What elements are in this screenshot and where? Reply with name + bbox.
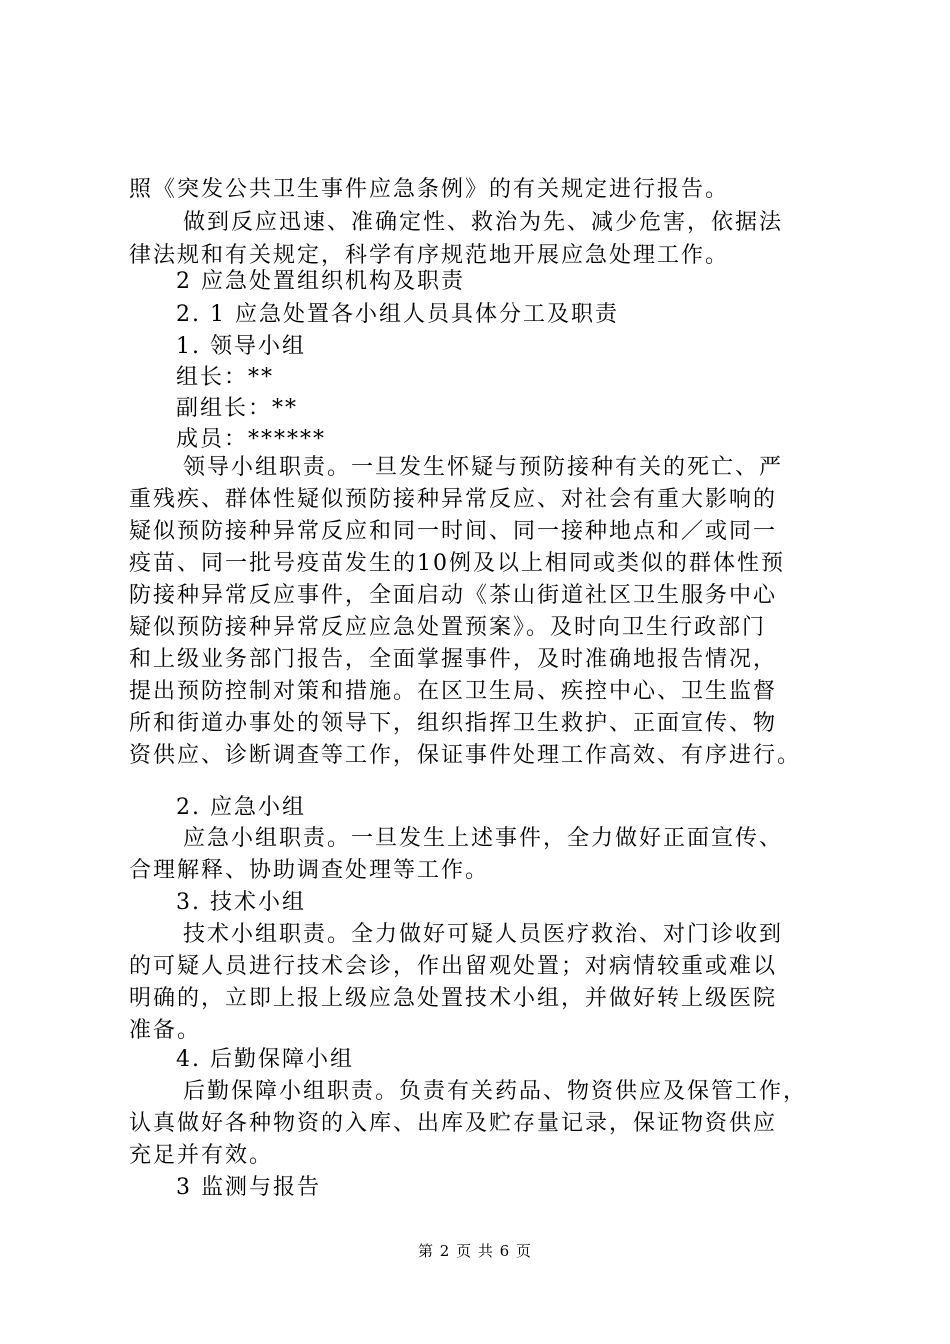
text-line: 技术小组职责。全力做好可疑人员医疗救治、对门诊收到 bbox=[183, 922, 784, 947]
text-line: 组长：** bbox=[176, 365, 275, 390]
text-line: 疫苗、同一批号疫苗发生的10例及以上相同或类似的群体性预 bbox=[129, 551, 785, 576]
text-line: 疑似预防接种异常反应应急处置预案》。及时向卫生行政部门 bbox=[129, 615, 767, 640]
page-footer: 第 2 页 共 6 页 bbox=[418, 1242, 532, 1260]
text-line: 领导小组职责。一旦发生怀疑与预防接种有关的死亡、严 bbox=[183, 455, 784, 480]
section-heading: 2 应急处置组织机构及职责 bbox=[176, 269, 465, 294]
group-heading: 2. 应急小组 bbox=[176, 795, 306, 820]
group-heading: 3. 技术小组 bbox=[176, 890, 306, 915]
text-line: 照《突发公共卫生事件应急条例》的有关规定进行报告。 bbox=[129, 177, 730, 202]
group-heading: 1. 领导小组 bbox=[176, 334, 306, 359]
text-line: 合理解释、协助调查处理等工作。 bbox=[129, 858, 490, 883]
text-line: 成员：****** bbox=[176, 427, 327, 452]
text-line: 后勤保障小组职责。负责有关药品、物资供应及保管工作， bbox=[183, 1079, 808, 1104]
text-line: 认真做好各种物资的入库、出库及贮存量记录，保证物资供应 bbox=[129, 1111, 778, 1136]
text-line: 的可疑人员进行技术会诊，作出留观处置；对病情较重或难以 bbox=[129, 954, 778, 979]
text-line: 准备。 bbox=[129, 1018, 202, 1043]
text-line: 应急小组职责。一旦发生上述事件，全力做好正面宣传、 bbox=[183, 826, 784, 851]
text-line: 重残疾、群体性疑似预防接种异常反应、对社会有重大影响的 bbox=[129, 487, 778, 512]
section-heading: 3 监测与报告 bbox=[176, 1175, 321, 1200]
text-line: 副组长：** bbox=[176, 396, 299, 421]
text-line: 和上级业务部门报告，全面掌握事件，及时准确地报告情况， bbox=[129, 647, 778, 672]
text-line: 资供应、诊断调查等工作，保证事件处理工作高效、有序进行。 bbox=[129, 743, 802, 768]
text-line: 防接种异常反应事件，全面启动《茶山街道社区卫生服务中心 bbox=[129, 583, 778, 608]
text-line: 所和街道办事处的领导下，组织指挥卫生救护、正面宣传、物 bbox=[129, 711, 778, 736]
subsection-heading: 2. 1 应急处置各小组人员具体分工及职责 bbox=[176, 302, 619, 327]
text-line: 做到反应迅速、准确定性、救治为先、减少危害，依据法 bbox=[183, 210, 784, 235]
text-line: 明确的，立即上报上级应急处置技术小组，并做好转上级医院 bbox=[129, 986, 778, 1011]
group-heading: 4. 后勤保障小组 bbox=[176, 1047, 354, 1072]
text-line: 律法规和有关规定，科学有序规范地开展应急处理工作。 bbox=[129, 243, 730, 268]
text-line: 提出预防控制对策和措施。在区卫生局、疾控中心、卫生监督 bbox=[129, 679, 778, 704]
text-line: 疑似预防接种异常反应和同一时间、同一接种地点和／或同一 bbox=[129, 519, 778, 544]
text-line: 充足并有效。 bbox=[129, 1143, 274, 1168]
